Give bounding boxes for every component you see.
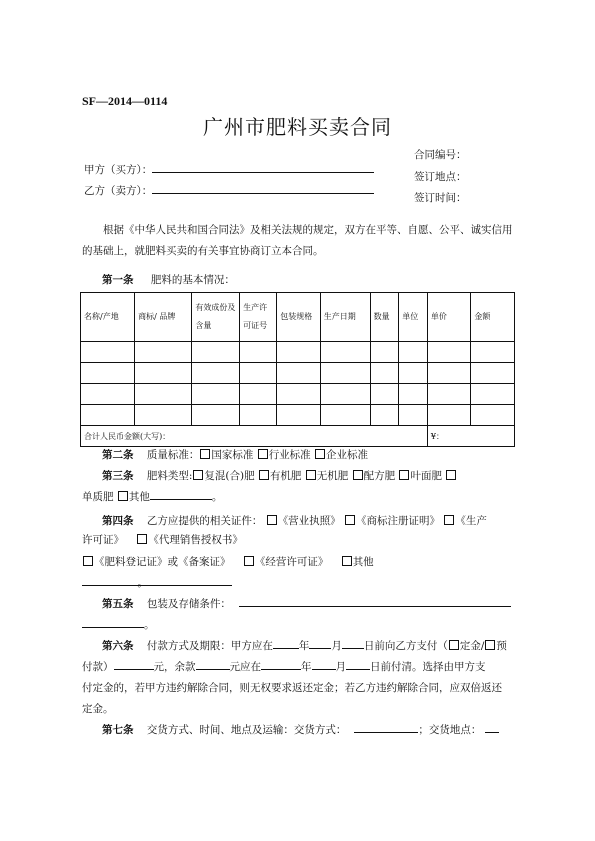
col-header: 单价	[427, 293, 471, 342]
intro-paragraph: 根据《中华人民共和国合同法》及相关法规的规定，双方在平等、自愿、公平、诚实信用的基础上，就肥料买卖的有关事宜协商订立本合同。	[82, 224, 513, 257]
col-header: 金额	[471, 293, 515, 342]
balance-amount-field[interactable]	[196, 658, 230, 670]
signing-place-label: 签订地点：	[414, 171, 467, 183]
option-label: 《营业执照》	[277, 515, 341, 527]
option-label: 企业标准	[326, 449, 369, 461]
article-5-cont: 。	[82, 615, 522, 636]
article-6-line4: 定金。	[82, 703, 114, 715]
article-6-label: 第六条	[102, 640, 134, 652]
checkbox[interactable]	[345, 515, 355, 525]
table-row	[81, 363, 515, 384]
col-header: 商标/ 品牌	[135, 293, 192, 342]
seller-label: 乙方（卖方）：	[84, 185, 153, 197]
article-6-text: 日前付清。选择由甲方支	[370, 661, 486, 673]
option-label: 《代理销售授权书》	[148, 534, 243, 546]
article-7-label: 第七条	[102, 724, 134, 736]
seller-field[interactable]	[152, 182, 374, 194]
option-label: 《肥料登记证》或《备案证》	[94, 556, 231, 568]
checkbox[interactable]	[485, 640, 495, 650]
packaging-field[interactable]	[239, 595, 511, 607]
option-label: 预	[496, 640, 507, 652]
article-7-text: ；交货地点：	[418, 724, 482, 736]
article-6-text: 元，余款	[153, 661, 196, 673]
article-4-line4: 。	[82, 573, 522, 594]
checkbox[interactable]	[306, 470, 316, 480]
checkbox[interactable]	[399, 470, 409, 480]
total-symbol: ¥：	[427, 426, 514, 447]
option-label: 《生产	[455, 515, 487, 527]
article-6-line2	[82, 657, 522, 678]
checkbox[interactable]	[315, 449, 325, 459]
fertilizer-table	[80, 292, 515, 447]
checkbox[interactable]	[137, 534, 147, 544]
option-label: 许可证》	[82, 534, 124, 546]
table-row	[81, 384, 515, 405]
checkbox[interactable]	[342, 556, 352, 566]
checkbox[interactable]	[259, 470, 269, 480]
checkbox[interactable]	[444, 515, 454, 525]
buyer-field[interactable]	[152, 161, 374, 173]
col-header: 包装规格	[277, 293, 321, 342]
article-4-label: 第四条	[102, 515, 134, 527]
other-type-field[interactable]	[150, 488, 212, 500]
month-field[interactable]	[312, 658, 336, 670]
checkbox[interactable]	[244, 556, 254, 566]
table-header-row	[81, 293, 515, 342]
article-3-text: 肥料类型:	[146, 470, 193, 482]
checkbox[interactable]	[267, 515, 277, 525]
unit-label: 月	[331, 640, 342, 652]
checkbox[interactable]	[353, 470, 363, 480]
buyer-row	[84, 161, 374, 177]
checkbox[interactable]	[449, 640, 459, 650]
article-4-text: 乙方应提供的相关证件：	[146, 515, 263, 527]
option-label: 配方肥	[363, 470, 396, 482]
article-3-cont: 单质肥 其他 。	[82, 487, 522, 508]
article-6-text: 日前向乙方支付（	[363, 640, 448, 652]
total-label: 合计人民币金额(大写)：	[81, 426, 428, 447]
article-4	[82, 511, 522, 532]
article-1-text: 肥料的基本情况：	[150, 274, 235, 286]
option-label: 定金/	[459, 640, 485, 652]
article-6-text: 元应在	[229, 661, 261, 673]
seller-row	[84, 182, 374, 198]
day-field[interactable]	[346, 658, 370, 670]
article-6-line3: 付定金的，若甲方违约解除合同，则无权要求返还定金；若乙方违约解除合同，应双倍返还	[82, 682, 502, 694]
checkbox[interactable]	[258, 449, 268, 459]
article-3-label: 第三条	[102, 470, 134, 482]
year-field[interactable]	[273, 637, 299, 649]
signing-time-label: 签订时间：	[414, 192, 467, 204]
checkbox[interactable]	[200, 449, 210, 459]
article-2-label: 第二条	[102, 449, 134, 461]
col-header: 数量	[370, 293, 399, 342]
option-label: 其他	[128, 491, 150, 503]
packaging-field-cont[interactable]	[82, 616, 144, 628]
option-label: 国家标准	[211, 449, 254, 461]
col-header: 单位	[399, 293, 428, 342]
option-label: 复混(合)肥	[204, 470, 255, 482]
table-row	[81, 405, 515, 426]
article-2-text: 质量标准：	[146, 449, 200, 461]
option-label: 单质肥	[82, 491, 114, 503]
buyer-label: 甲方（买方）：	[84, 164, 153, 176]
checkbox[interactable]	[118, 491, 128, 501]
month-field[interactable]	[309, 637, 331, 649]
unit-label: 月	[335, 661, 346, 673]
option-label: 《经营许可证》	[254, 556, 329, 568]
option-label: 《商标注册证明》	[356, 515, 441, 527]
other-doc-field-cont[interactable]	[82, 574, 134, 586]
article-2	[82, 445, 522, 466]
option-label: 有机肥	[269, 470, 302, 482]
checkbox[interactable]	[83, 556, 93, 566]
article-6-text: 付款方式及期限：甲方应在	[146, 640, 273, 652]
deposit-amount-field[interactable]	[114, 658, 154, 670]
option-label: 行业标准	[268, 449, 311, 461]
checkbox[interactable]	[446, 470, 456, 480]
article-4-line2	[82, 530, 522, 551]
article-7	[82, 720, 522, 741]
col-header: 名称/产地	[81, 293, 135, 342]
option-label: 无机肥	[316, 470, 349, 482]
col-header: 生产日期	[320, 293, 370, 342]
year-field[interactable]	[261, 658, 301, 670]
document-number: SF—2014—0114	[82, 94, 168, 108]
article-7-text: 交货方式、时间、地点及运输：交货方式：	[146, 724, 347, 736]
table-row	[81, 342, 515, 363]
checkbox[interactable]	[193, 470, 203, 480]
col-header: 有效成份及含量	[192, 293, 240, 342]
article-6	[82, 636, 522, 657]
option-label: 其他	[352, 556, 374, 568]
article-1-label: 第一条	[102, 274, 134, 286]
article-5-text: 包装及存储条件：	[146, 598, 231, 610]
option-label: 叶面肥	[410, 470, 442, 482]
delivery-method-field[interactable]	[354, 721, 418, 733]
article-6-text: 付款）	[82, 661, 114, 673]
article-5-label: 第五条	[102, 598, 134, 610]
article-1	[82, 270, 522, 291]
col-header: 生产许可证号	[240, 293, 277, 342]
page-title: 广州市肥料买卖合同	[203, 115, 392, 139]
delivery-place-field[interactable]	[485, 721, 499, 733]
table-total-row	[81, 426, 515, 447]
article-3	[82, 466, 522, 487]
contract-number-label: 合同编号：	[414, 149, 467, 161]
article-5	[82, 594, 522, 615]
day-field[interactable]	[342, 637, 364, 649]
unit-label: 年	[301, 661, 312, 673]
unit-label: 年	[298, 640, 310, 652]
